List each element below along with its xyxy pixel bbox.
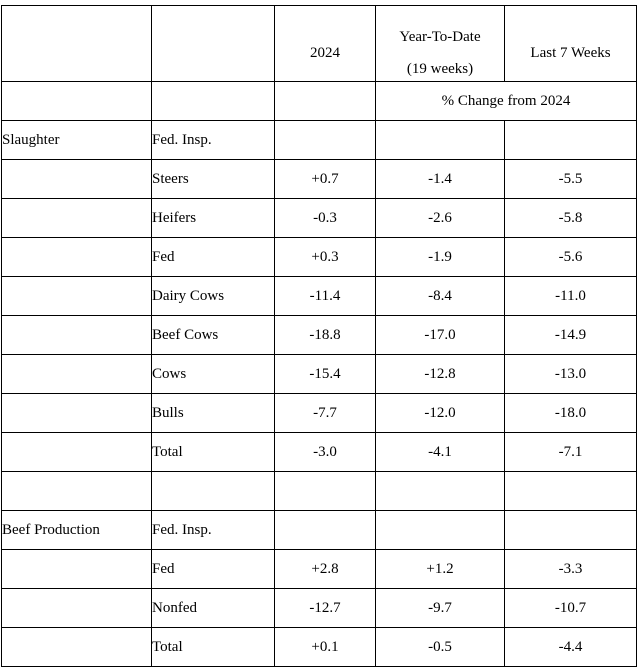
row-label: Total: [152, 628, 275, 667]
empty-cell: [2, 316, 152, 355]
value-ytd: -0.5: [376, 628, 505, 667]
table-row: [2, 589, 637, 628]
row-label: Fed: [152, 550, 275, 589]
empty-cell: [275, 511, 376, 550]
empty-header-cell: [152, 6, 275, 82]
empty-cell: [376, 472, 505, 511]
row-label: Beef Cows: [152, 316, 275, 355]
value-2024: -7.7: [275, 394, 376, 433]
header-2024: 2024: [275, 6, 376, 82]
cattle-change-table: [1, 5, 637, 667]
empty-cell: [2, 550, 152, 589]
header-row: [2, 6, 637, 82]
value-last7: -3.3: [505, 550, 637, 589]
empty-cell: [2, 238, 152, 277]
value-last7: -13.0: [505, 355, 637, 394]
value-ytd: +1.2: [376, 550, 505, 589]
empty-cell: [275, 82, 376, 121]
value-2024: +0.1: [275, 628, 376, 667]
pct-change-label: % Change from 2024: [376, 82, 637, 121]
value-2024: -0.3: [275, 199, 376, 238]
value-last7: -7.1: [505, 433, 637, 472]
empty-header-cell: [2, 6, 152, 82]
value-ytd: -1.4: [376, 160, 505, 199]
table-caption-cropped: [60, 0, 639, 3]
row-label: Fed: [152, 238, 275, 277]
empty-cell: [505, 472, 637, 511]
section-header-row: [2, 511, 637, 550]
spacer-row: [2, 472, 637, 511]
empty-cell: [275, 472, 376, 511]
value-ytd: -4.1: [376, 433, 505, 472]
table-row: [2, 628, 637, 667]
section-header-row: [2, 121, 637, 160]
value-last7: -10.7: [505, 589, 637, 628]
value-2024: +0.3: [275, 238, 376, 277]
value-2024: -12.7: [275, 589, 376, 628]
empty-cell: [2, 589, 152, 628]
empty-cell: [2, 199, 152, 238]
value-ytd: -1.9: [376, 238, 505, 277]
value-2024: +0.7: [275, 160, 376, 199]
table-row: [2, 277, 637, 316]
table-row: [2, 394, 637, 433]
empty-cell: [2, 628, 152, 667]
value-last7: -11.0: [505, 277, 637, 316]
empty-cell: [2, 82, 152, 121]
value-ytd: -8.4: [376, 277, 505, 316]
value-last7: -5.5: [505, 160, 637, 199]
empty-cell: [2, 355, 152, 394]
table-row: [2, 355, 637, 394]
table-row: [2, 160, 637, 199]
row-label: Total: [152, 433, 275, 472]
empty-cell: [2, 394, 152, 433]
empty-cell: [376, 121, 505, 160]
section-label-slaughter: Slaughter: [2, 121, 152, 160]
table-row: [2, 238, 637, 277]
row-label: Cows: [152, 355, 275, 394]
value-last7: -5.8: [505, 199, 637, 238]
value-ytd: -17.0: [376, 316, 505, 355]
table-row: [2, 550, 637, 589]
value-2024: -3.0: [275, 433, 376, 472]
row-label: Bulls: [152, 394, 275, 433]
value-last7: -14.9: [505, 316, 637, 355]
header-last-7-weeks: Last 7 Weeks: [505, 6, 637, 82]
empty-cell: [2, 433, 152, 472]
value-ytd: -12.8: [376, 355, 505, 394]
row-label: Heifers: [152, 199, 275, 238]
value-last7: -18.0: [505, 394, 637, 433]
value-ytd: -12.0: [376, 394, 505, 433]
table-row: [2, 316, 637, 355]
empty-cell: [152, 82, 275, 121]
empty-cell: [2, 472, 152, 511]
table-row: [2, 433, 637, 472]
value-ytd: -9.7: [376, 589, 505, 628]
pct-change-row: [2, 82, 637, 121]
value-ytd: -2.6: [376, 199, 505, 238]
row-label: Dairy Cows: [152, 277, 275, 316]
value-2024: -15.4: [275, 355, 376, 394]
empty-cell: [505, 121, 637, 160]
row-label: Nonfed: [152, 589, 275, 628]
empty-cell: [376, 511, 505, 550]
row-label: Steers: [152, 160, 275, 199]
value-2024: -11.4: [275, 277, 376, 316]
value-2024: +2.8: [275, 550, 376, 589]
empty-cell: [2, 277, 152, 316]
empty-cell: [2, 160, 152, 199]
section-sublabel: Fed. Insp.: [152, 511, 275, 550]
empty-cell: [505, 511, 637, 550]
empty-cell: [152, 472, 275, 511]
section-sublabel: Fed. Insp.: [152, 121, 275, 160]
value-2024: -18.8: [275, 316, 376, 355]
empty-cell: [275, 121, 376, 160]
header-year-to-date: Year-To-Date (19 weeks): [376, 6, 505, 82]
value-last7: -4.4: [505, 628, 637, 667]
table-row: [2, 199, 637, 238]
section-label-beef-production: Beef Production: [2, 511, 152, 550]
value-last7: -5.6: [505, 238, 637, 277]
